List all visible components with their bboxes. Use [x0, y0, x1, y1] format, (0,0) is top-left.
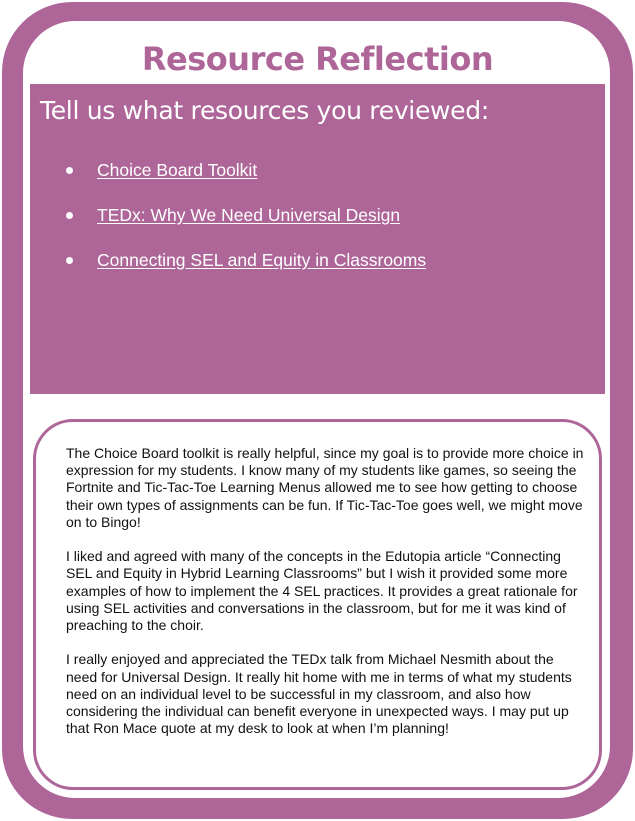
bullet-icon — [66, 212, 73, 219]
list-item — [66, 193, 426, 238]
reflection-paragraph-edutopia: I liked and agreed with many of the concepts in the Edutopia article “Connecting SEL and Equity in Hybrid Learning Classrooms” but I wish it provided some more examples of how to implement the 4 SEL practices. It provides a great rationale for using SEL activities and conversations in the classroom, but for me it was kind of preaching to the choir. — [66, 548, 578, 634]
reflection-paragraph-tedx: I really enjoyed and appreciated the TEDx talk from Michael Nesmith about the need for Universal Design. It really hit home with me in terms of what my students need on an individual level to be successful in my classroom, and also how considering the individual can benefit everyone in unexpected ways. I may put up that Ron Mace quote at my desk to look at when I’m planning! — [66, 651, 572, 737]
page-title: Resource Reflection — [141, 40, 494, 78]
resource-link-tedx-universal-design[interactable]: TEDx: Why We Need Universal Design — [97, 205, 401, 225]
resource-link-sel-equity[interactable]: Connecting SEL and Equity in Classrooms — [97, 250, 427, 270]
reflection-box — [33, 419, 602, 790]
list-item — [66, 238, 426, 283]
reflection-text — [66, 445, 586, 755]
resource-list — [66, 148, 426, 283]
list-item — [66, 148, 426, 193]
reflection-paragraph-choice-board: The Choice Board toolkit is really helpful, since my goal is to provide more choice in expression for my students. I know many of my students like games, so seeing the Fortnite and Tic-Tac-Toe Learning Menus allowed me to see how getting to choose their own types of assignments can be fun. If Tic-Tac-Toe goes well, we might move on to Bingo! — [66, 445, 584, 530]
resources-heading: Tell us what resources you reviewed: — [40, 96, 489, 125]
bullet-icon — [66, 257, 73, 264]
resources-panel — [30, 84, 605, 394]
resource-link-choice-board[interactable]: Choice Board Toolkit — [97, 160, 258, 180]
bullet-icon — [66, 167, 73, 174]
